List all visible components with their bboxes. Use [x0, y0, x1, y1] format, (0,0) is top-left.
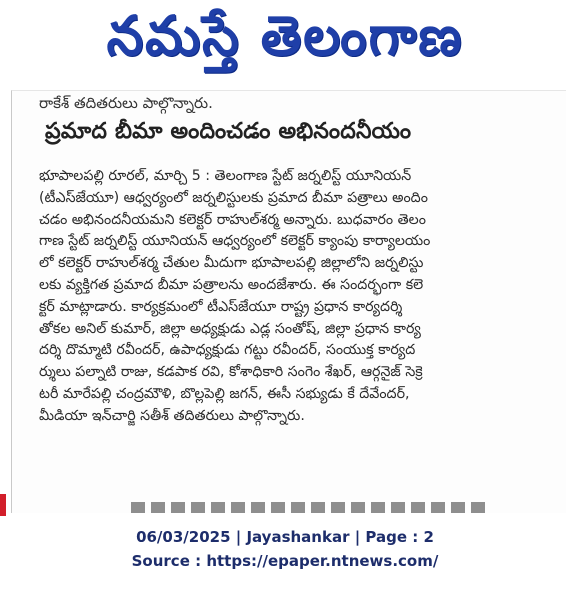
article-body: [39, 166, 554, 428]
body-line: దర్శి దొమ్మాటి రవీందర్, ఉపాధ్యక్షుడు గట్టు రవీందర్, సంయుక్త కార్యద: [39, 342, 416, 359]
date-edition-page: 06/03/2025 | Jayashankar | Page : 2: [136, 528, 434, 546]
masthead: [0, 0, 570, 86]
newspaper-logo: నమస్తే తెలంగాణ: [106, 4, 464, 68]
body-line: భూపాలపల్లి రూరల్, మార్చి 5 : తెలంగాణ స్టేట్ జర్నలిస్ట్ యూనియన్: [39, 168, 412, 184]
body-line: (టీఎస్‌జేయూ) ఆధ్వర్యంలో జర్నలిస్టులకు ప్రమాద బీమా పత్రాలు అందిం: [39, 189, 428, 206]
body-line: తోకల అనిల్ కుమార్, జిల్లా అధ్యక్షుడు ఎడ్ల సంతోష్, జిల్లా ప్రధాన కార్య: [39, 320, 421, 337]
body-line: మీడియా ఇన్‌చార్జి సతీశ్ తదితరులు పాల్గొన్నారు.: [39, 407, 305, 424]
source-footer: [0, 525, 570, 573]
body-line: టరీ మారేపల్లి చంద్రమౌళి, బొల్లపెల్లి జగన్, ఈసీ సభ్యుడు కే దేవేందర్,: [39, 385, 410, 402]
page-edge-marker: [0, 494, 6, 516]
source-url: Source : https://epaper.ntnews.com/: [131, 552, 439, 570]
article-headline: ప్రమాద బీమా అందించడం అభినందనీయం: [45, 119, 412, 144]
body-line: లకు వ్యక్తిగత ప్రమాద బీమా పత్రాలను అందజేశారు. ఈ సందర్భంగా కలె: [39, 276, 424, 293]
body-line: గాణ స్టేట్ జర్నలిస్ట్ యూనియన్ ఆధ్వర్యంలో కలెక్టర్ క్యాంపు కార్యాలయం: [39, 233, 431, 250]
newspaper-clipping: [11, 90, 566, 513]
body-line: ర్శులు పల్నాటి రాజు, కడపాక రవి, కోశాధికారి సంగెం శేఖర్, ఆర్గనైజ్ సెక్రె: [39, 364, 423, 381]
cropped-next-headline: [131, 502, 491, 513]
body-line: లో కలెక్టర్ రాహుల్‌శర్మ చేతుల మీదుగా భూపాలపల్లి జిల్లాలోని జర్నలిస్టు: [39, 255, 424, 272]
previous-article-tail: రాకేశ్ తదితరులు పాల్గొన్నారు.: [39, 94, 213, 112]
body-line: క్టర్ మాట్లాడారు. కార్యక్రమంలో టీఎస్‌జేయూ రాష్ట్ర ప్రధాన కార్యదర్శి: [39, 298, 403, 315]
body-line: చడం అభినందనీయమని కలెక్టర్ రాహుల్‌శర్మ అన్నారు. బుధవారం తెలం: [39, 211, 426, 228]
